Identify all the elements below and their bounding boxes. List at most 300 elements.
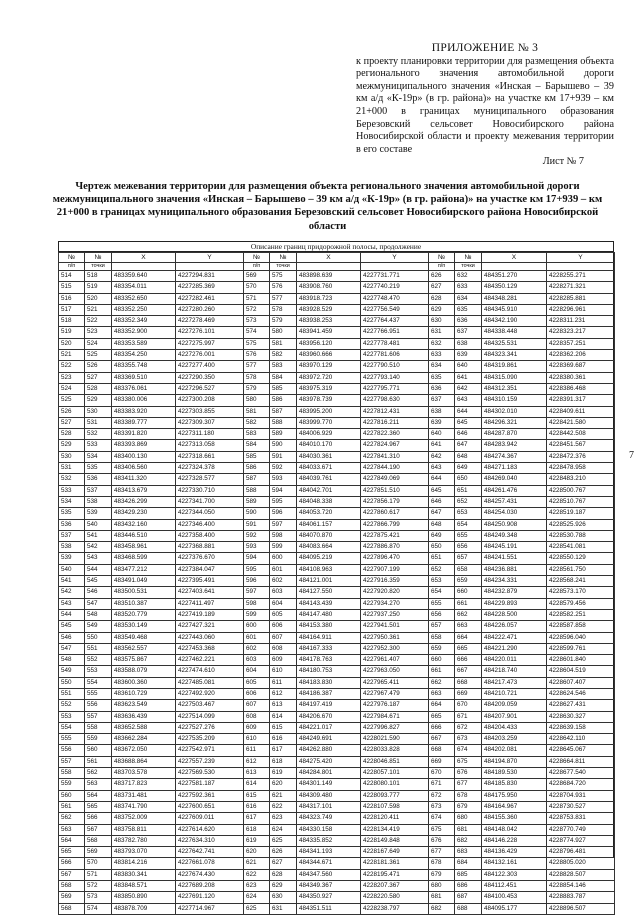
cell-pp: 529: [59, 440, 85, 451]
cell-x: 483610.729: [112, 688, 176, 699]
cell-pp: 667: [429, 734, 455, 745]
table-row: [244, 304, 429, 315]
cell-point: 684: [455, 858, 482, 869]
cell-pp: 520: [59, 338, 85, 349]
cell-y: 4227748.470: [361, 293, 429, 304]
table-row: [59, 429, 244, 440]
table-row: [59, 813, 244, 824]
cell-pp: 555: [59, 734, 85, 745]
cell-point: 566: [85, 813, 112, 824]
cell-point: 641: [455, 372, 482, 383]
cell-x: 484232.879: [482, 587, 547, 598]
cell-y: 4227965.411: [361, 677, 429, 688]
table-row: [59, 350, 244, 361]
cell-pp: 608: [244, 711, 270, 722]
cell-x: 484210.721: [482, 688, 547, 699]
cell-y: 4227875.421: [361, 530, 429, 541]
table-row: [429, 609, 615, 620]
cell-x: 484349.367: [297, 881, 361, 892]
cell-point: 668: [455, 677, 482, 688]
table-row: [429, 395, 615, 406]
cell-pp: 592: [244, 530, 270, 541]
cell-point: 618: [270, 756, 297, 767]
cell-y: 4228579.456: [547, 598, 615, 609]
cell-y: 4228380.361: [547, 372, 615, 383]
cell-x: 484039.761: [297, 474, 361, 485]
cell-x: 484301.149: [297, 779, 361, 790]
cell-y: 4228753.831: [547, 813, 615, 824]
table-row: [429, 677, 615, 688]
cell-point: 653: [455, 508, 482, 519]
cell-pp: 640: [429, 429, 455, 440]
cell-point: 688: [455, 903, 482, 914]
cell-point: 553: [85, 666, 112, 677]
cell-point: 557: [85, 711, 112, 722]
cell-point: 603: [270, 587, 297, 598]
cell-x: 483411.320: [112, 474, 176, 485]
cell-x: 483928.529: [297, 304, 361, 315]
cell-y: 4227376.670: [176, 553, 244, 564]
cell-pp: 643: [429, 463, 455, 474]
cell-y: 4228046.851: [361, 756, 429, 767]
cell-point: 547: [85, 598, 112, 609]
cell-point: 638: [455, 338, 482, 349]
table-row: [429, 519, 615, 530]
table-row: [244, 768, 429, 779]
cell-x: 484148.042: [482, 824, 547, 835]
cell-point: 679: [455, 801, 482, 812]
cell-x: 483369.510: [112, 372, 176, 383]
cell-y: 4228664.811: [547, 756, 615, 767]
cell-x: 483741.790: [112, 801, 176, 812]
cell-pp: 619: [244, 835, 270, 846]
cell-pp: 579: [244, 383, 270, 394]
cell-point: 661: [455, 598, 482, 609]
cell-x: 484344.671: [297, 858, 361, 869]
cell-x: 484249.348: [482, 530, 547, 541]
cell-y: 4227527.276: [176, 722, 244, 733]
cell-pp: 583: [244, 429, 270, 440]
cell-point: 682: [455, 835, 482, 846]
cell-pp: 616: [244, 801, 270, 812]
cell-pp: 664: [429, 700, 455, 711]
cell-point: 602: [270, 576, 297, 587]
cell-pp: 622: [244, 869, 270, 880]
cell-y: 4227822.360: [361, 429, 429, 440]
cell-point: 604: [270, 598, 297, 609]
cell-y: 4227300.208: [176, 395, 244, 406]
cell-y: 4228587.858: [547, 621, 615, 632]
cell-point: 554: [85, 677, 112, 688]
cell-x: 484350.129: [482, 282, 547, 293]
cell-y: 4227941.501: [361, 621, 429, 632]
cell-y: 4228525.926: [547, 519, 615, 530]
cell-point: 625: [270, 835, 297, 846]
cell-pp: 677: [429, 847, 455, 858]
table-row: [59, 835, 244, 846]
cell-point: 531: [85, 417, 112, 428]
table-row: [244, 576, 429, 587]
header-point: №: [85, 253, 112, 263]
cell-point: 656: [455, 542, 482, 553]
table-row: [429, 643, 615, 654]
cell-x: 483393.869: [112, 440, 176, 451]
cell-point: 637: [455, 327, 482, 338]
cell-point: 548: [85, 609, 112, 620]
cell-y: 4228607.407: [547, 677, 615, 688]
cell-x: 483354.250: [112, 350, 176, 361]
cell-y: 4227282.461: [176, 293, 244, 304]
cell-y: 4227403.641: [176, 587, 244, 598]
cell-pp: 533: [59, 485, 85, 496]
cell-point: 562: [85, 768, 112, 779]
cell-y: 4227557.239: [176, 756, 244, 767]
cell-pp: 543: [59, 598, 85, 609]
table-caption: Описание границ придорожной полосы, продолжение: [58, 241, 614, 252]
cell-point: 560: [85, 745, 112, 756]
cell-point: 608: [270, 643, 297, 654]
cell-point: 663: [455, 621, 482, 632]
table-row: [429, 824, 615, 835]
cell-x: 483662.284: [112, 734, 176, 745]
cell-x: 484147.480: [297, 609, 361, 620]
cell-point: 585: [270, 383, 297, 394]
cell-x: 484175.950: [482, 790, 547, 801]
cell-point: 646: [455, 429, 482, 440]
table-row: [244, 609, 429, 620]
cell-pp: 585: [244, 451, 270, 462]
cell-x: 484143.439: [297, 598, 361, 609]
cell-x: 484309.480: [297, 790, 361, 801]
cell-pp: 584: [244, 440, 270, 451]
cell-y: 4228601.840: [547, 655, 615, 666]
cell-pp: 613: [244, 768, 270, 779]
cell-x: 484271.183: [482, 463, 547, 474]
cell-x: 484221.290: [482, 643, 547, 654]
table-row: [59, 756, 244, 767]
table-row: [429, 835, 615, 846]
cell-point: 533: [85, 440, 112, 451]
cell-y: 4227731.771: [361, 271, 429, 282]
cell-x: 484183.830: [297, 677, 361, 688]
table-row: [244, 383, 429, 394]
cell-x: 484185.830: [482, 779, 547, 790]
table-row: [429, 417, 615, 428]
cell-point: 580: [270, 327, 297, 338]
table-row: [429, 350, 615, 361]
cell-pp: 670: [429, 768, 455, 779]
cell-pp: 527: [59, 417, 85, 428]
cell-y: 4227642.741: [176, 847, 244, 858]
cell-y: 4227674.430: [176, 869, 244, 880]
table-row: [244, 350, 429, 361]
cell-point: 652: [455, 496, 482, 507]
cell-y: 4228541.081: [547, 542, 615, 553]
cell-point: 594: [270, 485, 297, 496]
cell-pp: 567: [59, 869, 85, 880]
cell-point: 597: [270, 519, 297, 530]
cell-x: 483406.560: [112, 463, 176, 474]
cell-y: 4227798.630: [361, 395, 429, 406]
cell-point: 657: [455, 553, 482, 564]
coordinates-table-1: [58, 252, 244, 915]
cell-point: 549: [85, 621, 112, 632]
cell-y: 4227514.099: [176, 711, 244, 722]
cell-y: 4227311.180: [176, 429, 244, 440]
cell-pp: 655: [429, 598, 455, 609]
header-y: Y: [361, 253, 429, 263]
cell-pp: 590: [244, 508, 270, 519]
table-row: [244, 643, 429, 654]
header-x: X: [112, 253, 176, 263]
cell-x: 484112.451: [482, 881, 547, 892]
cell-y: 4227691.120: [176, 892, 244, 903]
cell-point: 544: [85, 564, 112, 575]
cell-x: 483391.820: [112, 429, 176, 440]
cell-x: 483703.578: [112, 768, 176, 779]
cell-x: 484236.881: [482, 564, 547, 575]
cell-y: 4227781.606: [361, 350, 429, 361]
table-row: [429, 271, 615, 282]
cell-pp: 600: [244, 621, 270, 632]
cell-y: 4228645.067: [547, 745, 615, 756]
cell-point: 643: [455, 395, 482, 406]
cell-x: 484269.040: [482, 474, 547, 485]
cell-point: 674: [455, 745, 482, 756]
table-row: [244, 474, 429, 485]
cell-point: 520: [85, 293, 112, 304]
cell-pp: 519: [59, 327, 85, 338]
table-row: [244, 700, 429, 711]
cell-x: 484262.880: [297, 745, 361, 756]
cell-x: 483970.129: [297, 361, 361, 372]
cell-point: 572: [85, 881, 112, 892]
cell-pp: 646: [429, 496, 455, 507]
cell-y: 4227395.491: [176, 576, 244, 587]
table-row: [429, 779, 615, 790]
cell-pp: 576: [244, 350, 270, 361]
table-row: [59, 892, 244, 903]
cell-x: 483352.349: [112, 316, 176, 327]
table-row: [429, 688, 615, 699]
cell-point: 563: [85, 779, 112, 790]
cell-x: 484245.191: [482, 542, 547, 553]
cell-y: 4227581.187: [176, 779, 244, 790]
cell-y: 4227443.060: [176, 632, 244, 643]
table-row: [59, 711, 244, 722]
table-row: [429, 711, 615, 722]
cell-point: 551: [85, 643, 112, 654]
cell-pp: 561: [59, 801, 85, 812]
table-row: [59, 361, 244, 372]
table-row: [244, 734, 429, 745]
cell-point: 630: [270, 892, 297, 903]
cell-point: 555: [85, 688, 112, 699]
cell-y: 4228596.040: [547, 632, 615, 643]
cell-x: 484351.511: [297, 903, 361, 914]
cell-x: 484203.259: [482, 734, 547, 745]
table-row: [244, 756, 429, 767]
cell-point: 564: [85, 790, 112, 801]
cell-y: 4228854.146: [547, 881, 615, 892]
cell-pp: 657: [429, 621, 455, 632]
cell-point: 568: [85, 835, 112, 846]
cell-y: 4227276.001: [176, 350, 244, 361]
cell-y: 4227614.620: [176, 824, 244, 835]
table-row: [244, 395, 429, 406]
table-row: [59, 858, 244, 869]
cell-y: 4227280.260: [176, 304, 244, 315]
cell-point: 567: [85, 824, 112, 835]
table-row: [59, 451, 244, 462]
cell-pp: 665: [429, 711, 455, 722]
cell-pp: 614: [244, 779, 270, 790]
table-row: [429, 316, 615, 327]
cell-y: 4228120.411: [361, 813, 429, 824]
cell-y: 4227952.300: [361, 643, 429, 654]
cell-point: 522: [85, 316, 112, 327]
table-row: [59, 496, 244, 507]
table-row: [59, 463, 244, 474]
cell-pp: 559: [59, 779, 85, 790]
table-row: [59, 338, 244, 349]
cell-y: 4227535.209: [176, 734, 244, 745]
cell-x: 484042.701: [297, 485, 361, 496]
cell-x: 484287.870: [482, 429, 547, 440]
table-row: [429, 881, 615, 892]
table-row: [429, 858, 615, 869]
table-row: [244, 711, 429, 722]
table-row: [59, 768, 244, 779]
cell-point: 676: [455, 768, 482, 779]
cell-pp: 601: [244, 632, 270, 643]
cell-y: 4228561.750: [547, 564, 615, 575]
cell-y: 4228311.231: [547, 316, 615, 327]
cell-point: 610: [270, 666, 297, 677]
cell-y: 4228409.611: [547, 406, 615, 417]
cell-point: 677: [455, 779, 482, 790]
cell-pp: 610: [244, 734, 270, 745]
cell-point: 615: [270, 722, 297, 733]
cell-y: 4227569.530: [176, 768, 244, 779]
subheader-point: точки: [455, 263, 482, 271]
cell-point: 612: [270, 688, 297, 699]
cell-x: 484249.691: [297, 734, 361, 745]
cell-x: 484122.303: [482, 869, 547, 880]
cell-point: 626: [270, 847, 297, 858]
cell-y: 4228730.527: [547, 801, 615, 812]
cell-point: 558: [85, 722, 112, 733]
table-row: [59, 621, 244, 632]
table-row: [244, 813, 429, 824]
cell-pp: 514: [59, 271, 85, 282]
cell-pp: 668: [429, 745, 455, 756]
table-row: [429, 587, 615, 598]
cell-x: 483960.666: [297, 350, 361, 361]
cell-point: 519: [85, 282, 112, 293]
cell-x: 484275.420: [297, 756, 361, 767]
cell-point: 600: [270, 553, 297, 564]
table-row: [429, 372, 615, 383]
table-row: [429, 496, 615, 507]
cell-y: 4227384.047: [176, 564, 244, 575]
cell-pp: 628: [429, 293, 455, 304]
cell-point: 686: [455, 881, 482, 892]
cell-pp: 680: [429, 881, 455, 892]
table-row: [429, 338, 615, 349]
cell-x: 484222.471: [482, 632, 547, 643]
cell-x: 483491.049: [112, 576, 176, 587]
cell-point: 662: [455, 609, 482, 620]
cell-point: 592: [270, 463, 297, 474]
cell-y: 4228828.507: [547, 869, 615, 880]
cell-pp: 566: [59, 858, 85, 869]
cell-x: 484310.159: [482, 395, 547, 406]
cell-x: 483623.549: [112, 700, 176, 711]
table-row: [244, 451, 429, 462]
cell-x: 484095.177: [482, 903, 547, 914]
cell-y: 4228093.777: [361, 790, 429, 801]
table-row: [244, 293, 429, 304]
cell-y: 4227453.368: [176, 643, 244, 654]
table-row: [429, 790, 615, 801]
table-row: [59, 474, 244, 485]
cell-y: 4228627.431: [547, 700, 615, 711]
table-row: [59, 576, 244, 587]
table-row: [429, 383, 615, 394]
cell-pp: 623: [244, 881, 270, 892]
cell-point: 658: [455, 564, 482, 575]
cell-x: 484341.193: [297, 847, 361, 858]
table-row: [244, 316, 429, 327]
cell-point: 606: [270, 621, 297, 632]
cell-pp: 521: [59, 350, 85, 361]
table-row: [429, 485, 615, 496]
cell-point: 639: [455, 350, 482, 361]
cell-x: 483918.723: [297, 293, 361, 304]
cell-x: 483600.360: [112, 677, 176, 688]
cell-y: 4227937.250: [361, 609, 429, 620]
cell-x: 483530.149: [112, 621, 176, 632]
cell-point: 546: [85, 587, 112, 598]
table-row: [59, 666, 244, 677]
cell-x: 484315.090: [482, 372, 547, 383]
cell-pp: 540: [59, 564, 85, 575]
cell-point: 534: [85, 451, 112, 462]
cell-x: 483429.230: [112, 508, 176, 519]
table-row: [59, 609, 244, 620]
cell-x: 484350.927: [297, 892, 361, 903]
cell-pp: 663: [429, 688, 455, 699]
cell-y: 4227344.050: [176, 508, 244, 519]
table-row: [59, 372, 244, 383]
cell-y: 4227934.270: [361, 598, 429, 609]
cell-pp: 538: [59, 542, 85, 553]
cell-x: 484218.740: [482, 666, 547, 677]
cell-y: 4227950.361: [361, 632, 429, 643]
cell-y: 4228530.788: [547, 530, 615, 541]
cell-pp: 568: [59, 903, 85, 914]
cell-y: 4227866.799: [361, 519, 429, 530]
cell-y: 4227824.967: [361, 440, 429, 451]
cell-x: 483549.468: [112, 632, 176, 643]
cell-point: 616: [270, 734, 297, 745]
cell-point: 529: [85, 395, 112, 406]
cell-y: 4228323.217: [547, 327, 615, 338]
cell-pp: 528: [59, 429, 85, 440]
cell-x: 484319.861: [482, 361, 547, 372]
cell-point: 556: [85, 700, 112, 711]
